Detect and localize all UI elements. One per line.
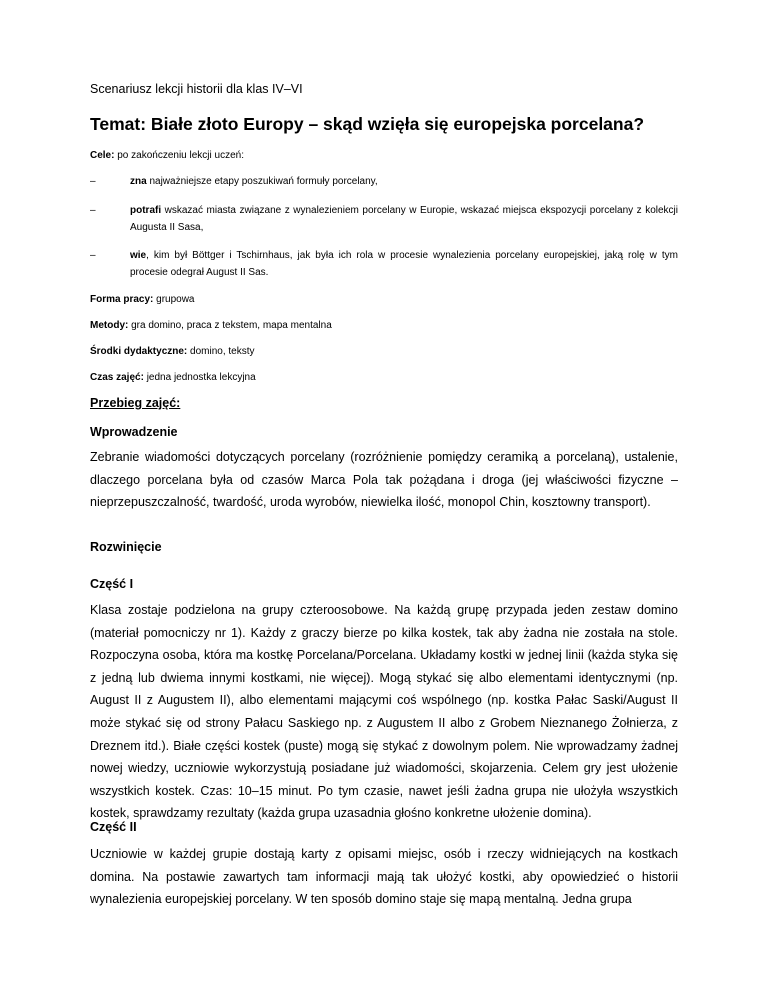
goal-key: potrafi [130,205,162,216]
methods-label: Metody: [90,320,129,331]
development-heading: Rozwinięcie [90,540,162,554]
methods-value: gra domino, praca z tekstem, mapa mentalna [128,320,332,331]
goal-dash: – [90,176,96,187]
goal-dash: – [90,250,96,261]
intro-heading: Wprowadzenie [90,425,178,439]
goals-intro: po zakończeniu lekcji uczeń: [114,150,244,161]
part1-paragraph: Klasa zostaje podzielona na grupy czteroosobowe. Na każdą grupę przypada jeden zestaw domino (materiał pomocniczy nr 1). Każdy z graczy bierze po kilka kostek, tak aby żadna nie została na stole. Rozpoczyna osoba, która ma kostkę Porcelana/Porcelana. Układamy kostki w jednej linii (każda styka się z jedną lub dwiema innymi kostkami, nie więcej). Mogą stykać się albo elementami identycznymi (np. August II z Augustem II), albo elementami mającymi coś wspólnego (np. kostka Pałac Saski/August II może stykać się od strony Pałacu Saskiego np. z Augustem II albo z Grobem Nieznanego Żołnierza, z Dreznem itd.). Białe części kostek (puste) mogą się stykać z dowolnym polem. Nie wprowadzamy żadnej nowej wiedzy, uczniowie wykorzystują posiadane już wiadomości, skojarzenia. Celem gry jest ułożenie wszystkich kostek. Czas: 10–15 minut. Po tym czasie, nawet jeśli żadna grupa nie ułożyła wszystkich kostek, sprawdzamy rezultaty (każda grupa uzasadnia głośno konkretne ułożenie domina). [90,603,678,821]
goal-key: zna [130,176,147,187]
course-heading: Przebieg zajęć: [90,396,181,410]
time-field [90,370,256,387]
goals-label: Cele: [90,150,115,161]
form-label: Forma pracy: [90,294,154,305]
goal-item [90,248,678,281]
part1-heading: Część I [90,577,134,591]
methods-field [90,318,332,335]
time-value: jedna jednostka lekcyjna [143,372,256,383]
goal-dash: – [90,205,96,216]
goal-item [90,174,678,191]
goals-line [90,148,244,165]
means-field [90,344,255,361]
intro-paragraph: Zebranie wiadomości dotyczących porcelany (rozróżnienie pomiędzy ceramiką a porcelaną), ustalenie, dlaczego porcelana była od czasów Marca Pola tak pożądana i droga (jej właściwości fizyczne – nieprzepuszczalność, twardość, uroda wyrobów, niewielka ilość, monopol Chin, kosztowny transport). [90,450,678,510]
part2-heading: Część II [90,820,137,834]
time-label: Czas zajęć: [90,372,144,383]
lesson-title: Temat: Białe złoto Europy – skąd wzięła się europejska porcelana? [90,114,645,134]
form-field [90,292,195,309]
goal-key: wie [130,250,147,261]
goal-item [90,203,678,236]
lesson-subtitle: Scenariusz lekcji historii dla klas IV–VI [90,82,303,96]
goal-text: , kim był Böttger i Tschirnhaus, jak była ich rola w procesie wynalezienia porcelany europejskiej, jaką rolę w tym procesie odegrał August II Sas. [130,250,678,278]
goal-text: wskazać miasta związane z wynalezieniem porcelany w Europie, wskazać miejsca ekspozycji porcelany z kolekcji Augusta II Sasa, [130,205,678,233]
form-value: grupowa [153,294,195,305]
part2-paragraph: Uczniowie w każdej grupie dostają karty z opisami miejsc, osób i rzeczy widniejących na kostkach domina. Na postawie zawartych tam informacji mają tak ułożyć kostki, aby opowiedzieć o historii wynalezienia europejskiej porcelany. W ten sposób domino staje się mapą mentalną. Jedna grupa [90,847,678,907]
goal-text: najważniejsze etapy poszukiwań formuły porcelany, [146,176,378,187]
means-label: Środki dydaktyczne: [90,346,188,357]
means-value: domino, teksty [187,346,255,357]
